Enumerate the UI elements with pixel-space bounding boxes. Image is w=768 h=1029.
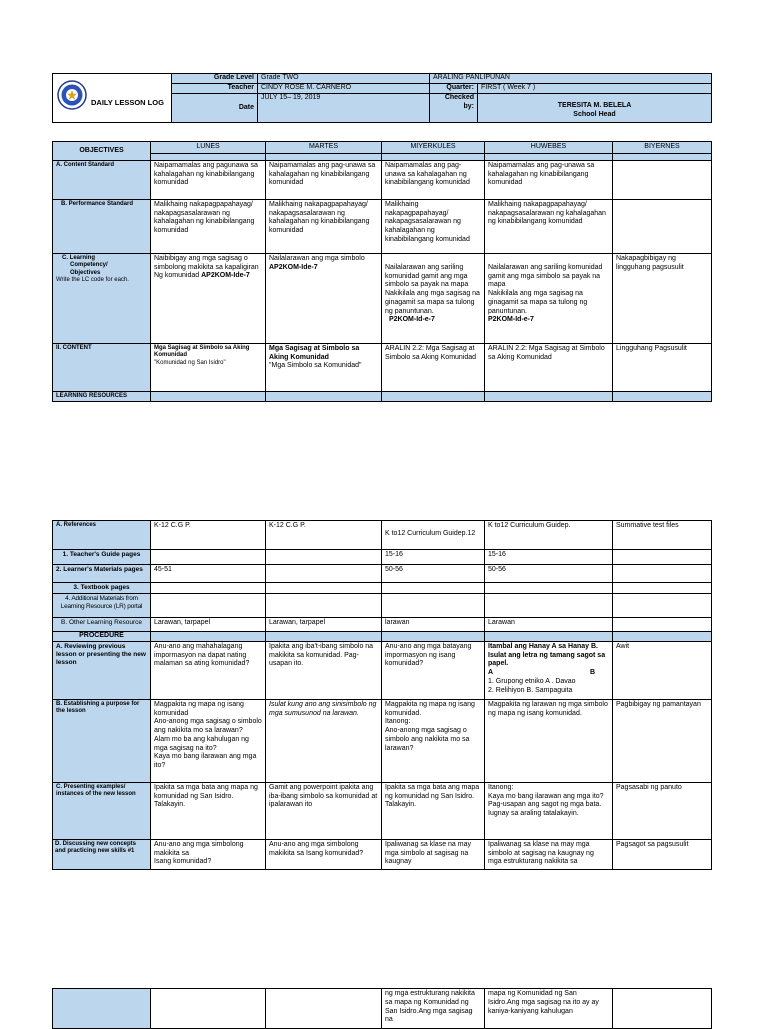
day-header-tue: MARTES (266, 142, 382, 154)
content-standard-tue: Naipamamalas ang pag-unawa sa kahalagahan ng kinabibilangang komunidad (266, 160, 382, 199)
performance-standard-fri (613, 199, 712, 253)
purpose-thu: Magpakita ng larawan ng mga simbolo ng mapa ng isang komunidad. (485, 699, 613, 782)
column-b-header: B (589, 669, 595, 677)
reviewing-tue: Ipakita ang iba't-ibang simbolo na makikita sa komunidad. Pag-usapan ito. (266, 641, 382, 699)
column-a-header: A (488, 669, 494, 677)
content-tue-sub: "Mga Simbolo sa Komunidad" (269, 362, 362, 370)
discussing-mon: Anu-ano ang mga simbolong makikita sa Isang komunidad? (151, 839, 266, 869)
reviewing-mon: Anu-ano ang mahahalagang impormasyon na dapat nating malaman sa ating komunidad? (151, 641, 266, 699)
textbook-label: 3. Textbook pages (53, 583, 151, 594)
procedure-table (52, 520, 712, 870)
discussing-thu: Ipaliwanag sa klase na may mga simbolo at sagisag na kaugnay ng mga estrukturang nakikita sa (485, 839, 613, 869)
content-tue-title: Mga Sagisag at Simbolo sa Aking Komunidad (269, 344, 360, 361)
learning-competency-wed-text: Nailalarawan ang sariling komunidad gamit ang mga simbolo sa payak na mapa Nakikilala ang mga sagisag na ginagamit sa mapa sa tulong ng panuntunan. (385, 263, 480, 315)
day-header-thu: HUWEBES (485, 142, 613, 154)
reviewing-wed: Anu-ano ang mga batayang impormasyon ng isang komunidad? (382, 641, 485, 699)
learning-competency-label-2: Competency/ (70, 262, 108, 269)
learners-materials-label: 2. Learner's Materials pages (53, 565, 151, 583)
teachers-guide-label: 1. Teacher's Guide pages (53, 550, 151, 565)
discussing-wed: Ipaliwanag sa klase na may mga simbolo at sagisag na kaugnay (382, 839, 485, 869)
reviewing-label: A. Reviewing previous lesson or presenting the new lesson (53, 641, 151, 699)
purpose-fri: Pagbibigay ng pamantayan (613, 699, 712, 782)
header-logo-cell (53, 74, 172, 123)
learning-competency-label-3: Objectives (70, 269, 101, 276)
continuation-thu: mapa ng Komunidad ng San Isidro.Ang mga sagisag na ito ay ay kaniya-kaniyang kahulugan (485, 989, 613, 1029)
content-label: II. CONTENT (53, 343, 151, 391)
reviewing-thu-columns (488, 669, 609, 678)
learning-competency-thu-code: P2KOM-Id-e-7 (488, 316, 534, 324)
learning-competency-mon-text: Naibibigay ang mga sagisag o simbolong makikita sa kapaligiran Ng komunidad (154, 254, 259, 280)
other-resources-thu: Larawan (485, 618, 613, 632)
deped-seal-icon (57, 80, 87, 110)
learning-resources-label: LEARNING RESOURCES (53, 391, 151, 402)
learning-competency-label-4: Write the LC code for each. (56, 277, 129, 284)
learning-competency-thu-text: Nailalarawan ang sariling komunidad gamit ang mga simbolo sa payak na mapa Nakikilala ang mga sagisag na ginagamit sa mapa sa tulong ng panuntunan. (488, 263, 603, 315)
content-standard-wed: Naipamamalas ang pag-unawa sa kahalagahan ng kinabibilangang komunidad (382, 160, 485, 199)
quarter-value: FIRST ( Week 7 ) (478, 84, 712, 94)
learning-competency-tue-code: AP2KOM-Ide-7 (269, 263, 318, 271)
content-mon-sub: "Komunidad ng San Isidro" (154, 359, 226, 366)
presenting-thu: Itanong: Kaya mo bang ilarawan ang mga ito? Pag-usapan ang sagot ng mga bata. Iugnay sa araling tatalakayin. (485, 782, 613, 839)
additional-materials-label: 4. Additional Materials from Learning Resource (LR) portal (53, 594, 151, 618)
learners-materials-thu: 50-56 (485, 565, 613, 583)
header-table (52, 73, 712, 123)
continuation-wed: ng mga estrukturang nakikita sa mapa ng Komunidad ng San Isidro.Ang mga sagisag na (382, 989, 485, 1029)
performance-standard-mon: Malikhaing nakapagpapahayag/ nakapagsasalarawan ng kahalagahan ng kinabibilangang komunidad (151, 199, 266, 253)
learners-materials-wed: 50-56 (382, 565, 485, 583)
content-tue (266, 343, 382, 391)
checked-by-label: Checked by: (430, 94, 478, 123)
procedure-label: PROCEDURE (53, 632, 151, 642)
content-wed: ARALIN 2.2: Mga Sagisag at Simbolo sa Aking Komunidad (382, 343, 485, 391)
teachers-guide-thu: 15-16 (485, 550, 613, 565)
purpose-wed: Magpakita ng mapa ng isang komunidad. Itanong: Ano-anong mga sagisag o simbolo ang nakikita mo sa larawan? (382, 699, 485, 782)
checker-title: School Head (573, 110, 616, 118)
references-mon: K-12 C.G P. (151, 521, 266, 550)
other-resources-mon: Larawan, tarpapel (151, 618, 266, 632)
grade-level-label: Grade Level (172, 74, 258, 84)
learners-materials-mon: 45-51 (151, 565, 266, 583)
content-mon-title: Mga Sagisag at Simbolo sa Aking Komunidad (154, 344, 250, 359)
performance-standard-wed: Malikhaing nakapagpapahayag/ nakapagsasalarawan ng kahalagahan ng kinabibilangang komunidad (382, 199, 485, 253)
purpose-tue: Isulat kung ano ang sinisimbolo ng mga sumusunod na larawan. (266, 699, 382, 782)
content-standard-mon: Naipamamalas ang pagunawa sa kahalagahan ng kinabibilangang komunidad (151, 160, 266, 199)
presenting-mon: Ipakita sa mga bata ang mapa ng komunidad ng San Isidro. Talakayin. (151, 782, 266, 839)
discussing-tue: Anu-ano ang mga simbolong makikita sa Isang komunidad? (266, 839, 382, 869)
other-resources-tue: Larawan, tarpapel (266, 618, 382, 632)
presenting-tue: Gamit ang powerpoint ipakita ang iba-ibang simbolo sa komunidad at ipalarawan ito (266, 782, 382, 839)
reviewing-thu-items: 1. Grupong etniko A . Davao 2. Relihiyon B. Sampaguita (488, 677, 576, 694)
other-resources-label: B. Other Learning Resource (53, 618, 151, 632)
purpose-mon: Magpakita ng mapa ng isang komunidad Ano-anong mga sagisag o simbolo ang nakikita mo sa larawan? Alam mo ba ang kahulugan ng mga sagisag na ito? Kaya mo bang ilarawan ang mga ito? (151, 699, 266, 782)
checker-cell (478, 94, 712, 123)
reviewing-thu-instruction: Itambal ang Hanay A sa Hanay B. Isulat ang letra ng tamang sagot sa papel. (488, 642, 606, 668)
learning-competency-wed (382, 253, 485, 343)
references-thu: K to12 Curriculum Guidep. (485, 521, 613, 550)
content-standard-fri (613, 160, 712, 199)
teachers-guide-wed: 15-16 (382, 550, 485, 565)
objectives-header: OBJECTIVES (53, 142, 151, 161)
subject-value: ARALING PANLIPUNAN (430, 74, 712, 84)
content-thu: ARALIN 2.2: Mga Sagisag at Simbolo sa Aking Komunidad (485, 343, 613, 391)
continuation-table (52, 988, 712, 1029)
content-mon (151, 343, 266, 391)
daily-lesson-log-title: DAILY LESSON LOG (91, 98, 164, 107)
day-header-fri: BIYERNES (613, 142, 712, 154)
content-standard-label: A. Content Standard (53, 160, 151, 199)
day-header-wed: MIYERKULES (382, 142, 485, 154)
reviewing-thu (485, 641, 613, 699)
teacher-value: CINDY ROSE M. CARNERO (258, 84, 430, 94)
performance-standard-label: B. Performance Standard (53, 199, 151, 253)
performance-standard-thu: Malikhaing nakapagpapahayag/ nakapagsasalarawan ng kahalagahan ng kinabibilangang komunidad (485, 199, 613, 253)
performance-standard-tue: Malikhaing nakapagpapahayag/ nakapagsasalarawan ng kahalagahan ng kinabibilangang komunidad (266, 199, 382, 253)
discussing-label: D. Discussing new concepts and practicing new skills #1 (53, 839, 151, 869)
presenting-fri: Pagsasabi ng panuto (613, 782, 712, 839)
references-tue: K-12 C.G P. (266, 521, 382, 550)
content-standard-thu: Naipamamalas ang pag-unawa sa kahalagahan ng kinabibilangang komunidad (485, 160, 613, 199)
learning-competency-tue (266, 253, 382, 343)
references-fri: Summative test files (613, 521, 712, 550)
day-header-mon: LUNES (151, 142, 266, 154)
objectives-table (52, 141, 712, 402)
purpose-label: B. Establishing a purpose for the lesson (53, 699, 151, 782)
presenting-wed: Ipakita sa mga bata ang mapa ng komunidad ng San Isidro. Talakayin. (382, 782, 485, 839)
learning-competency-label-cell (53, 253, 151, 343)
learning-competency-tue-text: Nailalarawan ang mga simbolo (269, 254, 365, 262)
date-label: Date (172, 94, 258, 123)
presenting-label: C. Presenting examples/ instances of the new lesson (53, 782, 151, 839)
learning-competency-mon (151, 253, 266, 343)
content-fri: Lingguhang Pagsusulit (613, 343, 712, 391)
learning-competency-mon-code: AP2KOM-Ide-7 (201, 272, 250, 280)
learning-competency-label-1: C. Learning (62, 254, 96, 261)
learning-competency-thu (485, 253, 613, 343)
teacher-label: Teacher (172, 84, 258, 94)
date-value: JULY 15– 19, 2019 (258, 94, 430, 123)
grade-level-value: Grade TWO (258, 74, 430, 84)
other-resources-wed: larawan (382, 618, 485, 632)
references-wed: K to12 Curriculum Guidep.12 (382, 521, 485, 550)
learning-competency-fri: Nakapagbibigay ng lingguhang pagsusulit (613, 253, 712, 343)
reviewing-fri: Awit (613, 641, 712, 699)
checker-name: TERESITA M. BELELA (557, 102, 632, 109)
continuation-label-cell (53, 989, 151, 1029)
learning-competency-wed-code: P2KOM-Id-e-7 (389, 316, 435, 324)
discussing-fri: Pagsagot sa pagsusulit (613, 839, 712, 869)
references-label: A. References (53, 521, 151, 550)
quarter-label: Quarter: (430, 84, 478, 94)
